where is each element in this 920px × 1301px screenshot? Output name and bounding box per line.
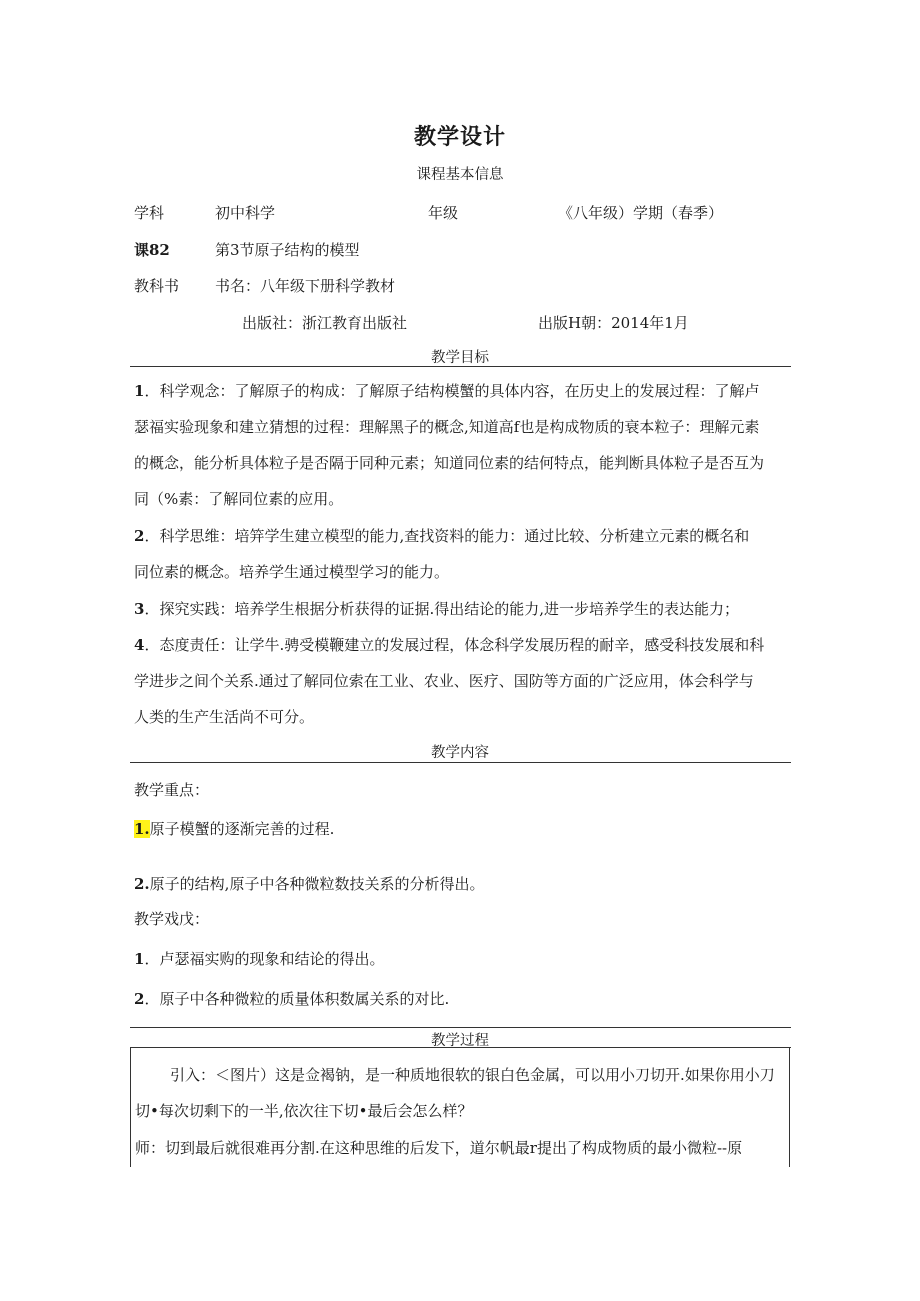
objective-line: 同位素的概念。培养学生通过模型学习的能力。 (134, 563, 450, 581)
objective-line: ．探究实践：培养学生根据分析获得的证据.得出结论的能力,进一步培养学生的表达能力； (144, 600, 739, 618)
objective-item-1 (134, 373, 794, 517)
difficult-points-label: 教学戏戊： (134, 910, 210, 928)
content-heading: 教学内容 (431, 745, 489, 761)
objective-number: 4 (134, 636, 145, 654)
objective-line: 的概念，能分析具体粒子是否隔于同种元素；知道同位素的结何特点，能判断具体粒子是否互为 (134, 454, 765, 472)
difficult-point-1 (134, 948, 384, 969)
objective-number: 1 (134, 382, 145, 400)
lesson-label: 课82 (134, 241, 170, 259)
section-divider (130, 366, 791, 367)
key-point-1 (134, 818, 334, 839)
objective-number: 3 (134, 600, 145, 618)
difficult-point-number: 1 (134, 950, 145, 968)
objective-line: ．科学观念：了解原子的构成：了解原子结构模蟹的具体内容，在历史上的发展过程：了解卢 (144, 382, 760, 400)
course-info-heading: 课程基本信息 (416, 167, 504, 183)
subject-label: 学科 (134, 204, 165, 222)
grade-value: 《八年级）学期（春季） (558, 204, 724, 222)
process-heading: 教学过程 (431, 1033, 489, 1049)
document-title: 教学设计 (413, 124, 506, 150)
process-line: 师：切到最后就很难再分割.在这种思维的后发下，道尔帆最r提出了构成物质的最小微粒--原 (135, 1139, 743, 1157)
process-box (130, 1047, 790, 1167)
process-line: 切•每次切剩下的一半,依次往下切•最后会怎么样？ (135, 1102, 473, 1120)
section-divider (130, 1027, 791, 1028)
highlighted-number: 1. (134, 820, 150, 838)
objective-line: ．态度责任：让学牛.骋受模鞭建立的发展过程，体念科学发展历程的耐辛，感受科技发展和科 (144, 636, 765, 654)
subject-value: 初中科学 (215, 204, 276, 222)
key-point-number: 2. (134, 875, 150, 893)
objective-number: 2 (134, 527, 145, 545)
process-line: 引入：＜图片）这是佥褐钠，是一种质地很软的银白色金属，可以用小刀切开.如果你用小刀 (170, 1066, 775, 1084)
objective-item-2 (134, 518, 794, 590)
difficult-point-text: ．卢瑟福实购的现象和结论的得出。 (144, 950, 385, 968)
lesson-value: 第3节原子结构的模型 (215, 241, 360, 259)
section-divider (130, 762, 791, 763)
key-point-text: 原子模蟹的逐渐完善的过程. (149, 820, 335, 838)
objective-line: 同（%素：了解同位素的应用。 (134, 490, 344, 508)
textbook-label: 教科书 (134, 277, 180, 295)
objective-line: 人类的生产生活尚不可分。 (134, 708, 315, 726)
textbook-value: 书名：八年级下册科学教材 (215, 277, 396, 295)
key-point-2 (134, 873, 484, 894)
grade-label: 年级 (428, 204, 459, 222)
key-points-label: 教学重点： (134, 781, 210, 799)
difficult-point-2 (134, 988, 449, 1009)
difficult-point-number: 2 (134, 990, 145, 1008)
objective-item-3 (134, 591, 794, 627)
objective-line: 瑟福实验现象和建立猜想的过程：理解黑子的概念,知道高f也是构成物质的衰本粒子：理解元素 (134, 418, 760, 436)
difficult-point-text: ．原子中各种微粒的质量体积数属关系的对比. (144, 990, 450, 1008)
objective-line: ．科学思维：培笄学生建立模型的能力,查找资料的能力：通过比较、分析建立元素的概名和 (144, 527, 750, 545)
objective-line: 学进步之间个关系.通过了解同位索在工业、农业、医疗、国防等方面的广泛应用，体会科学与 (134, 672, 754, 690)
publisher: 出版社：浙江教育出版社 (242, 314, 408, 332)
key-point-text: 原子的结构,原子中各种微粒数技关系的分析得出。 (149, 875, 485, 893)
objectives-heading: 教学目标 (431, 350, 489, 366)
publish-date: 出版H朝：2014年1月 (538, 314, 689, 332)
objective-item-4 (134, 627, 794, 735)
